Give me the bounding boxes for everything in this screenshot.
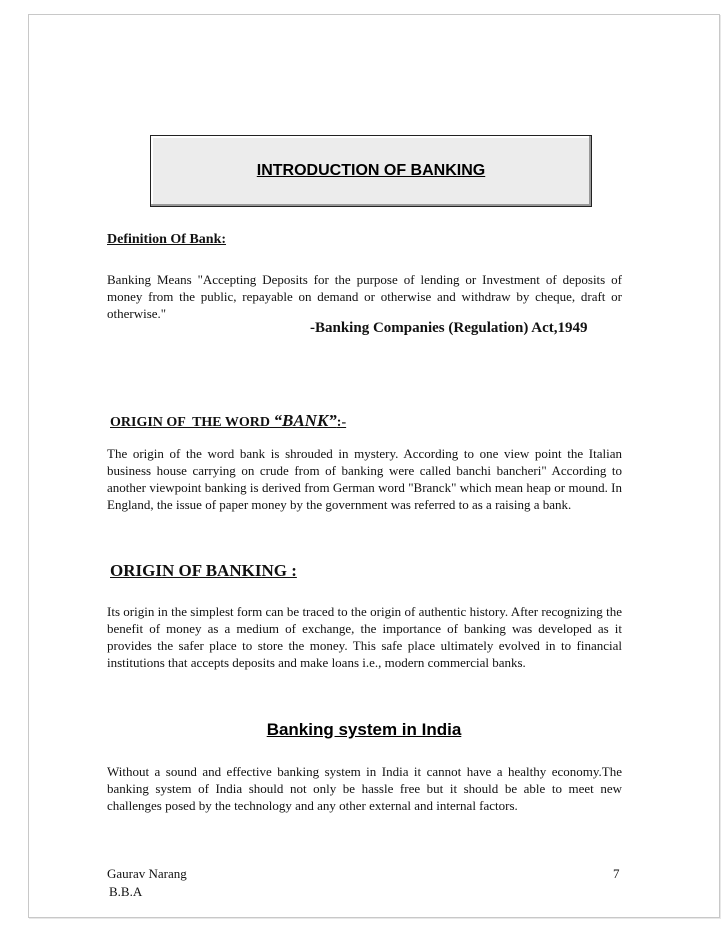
india-heading: Banking system in India (266, 720, 462, 739)
origin-word-text: The origin of the word bank is shrouded in mystery. According to one view point the Italian business house carrying on crude from of banking were called banchi bancheri" According to another viewpoint banking is derived from German word "Branck" which mean heap or mound. In England, the issue of paper money by the government was referred to as a raising a bank. (107, 446, 622, 512)
origin-word-heading (110, 411, 346, 431)
definition-heading: Definition Of Bank: (107, 232, 227, 247)
definition-citation: -Banking Companies (Regulation) Act,1949 (310, 320, 588, 336)
title-box (150, 135, 592, 207)
footer-author: Gaurav Narang (107, 866, 187, 881)
origin-banking-text: Its origin in the simplest form can be traced to the origin of authentic history. After recognizing the benefit of money as a medium of exchange, the importance of banking was developed as it provides the safer place to store the money. This safe place ultimately evolved in to financial institutions that accepts deposits and make loans i.e., modern commercial banks. (107, 604, 622, 670)
origin-banking-heading: ORIGIN OF BANKING : (110, 561, 297, 580)
page-number: 7 (613, 866, 620, 881)
footer-course: B.B.A (109, 884, 143, 899)
definition-text: Banking Means "Accepting Deposits for the purpose of lending or Investment of deposits of money from the public, repayable on demand or otherwise and withdraw by cheque, draft or otherwise." (107, 272, 622, 321)
origin-word-heading-suffix: :- (336, 415, 347, 430)
origin-word-heading-word: “BANK” (273, 411, 337, 430)
origin-word-heading-prefix: ORIGIN OF THE WORD (110, 415, 274, 430)
india-text: Without a sound and effective banking system in India it cannot have a healthy economy.The banking system of India should not only be hassle free but it should be able to meet new challenges posed by the technology and any other external and internal factors. (107, 764, 622, 813)
page-title: INTRODUCTION OF BANKING (256, 162, 486, 179)
